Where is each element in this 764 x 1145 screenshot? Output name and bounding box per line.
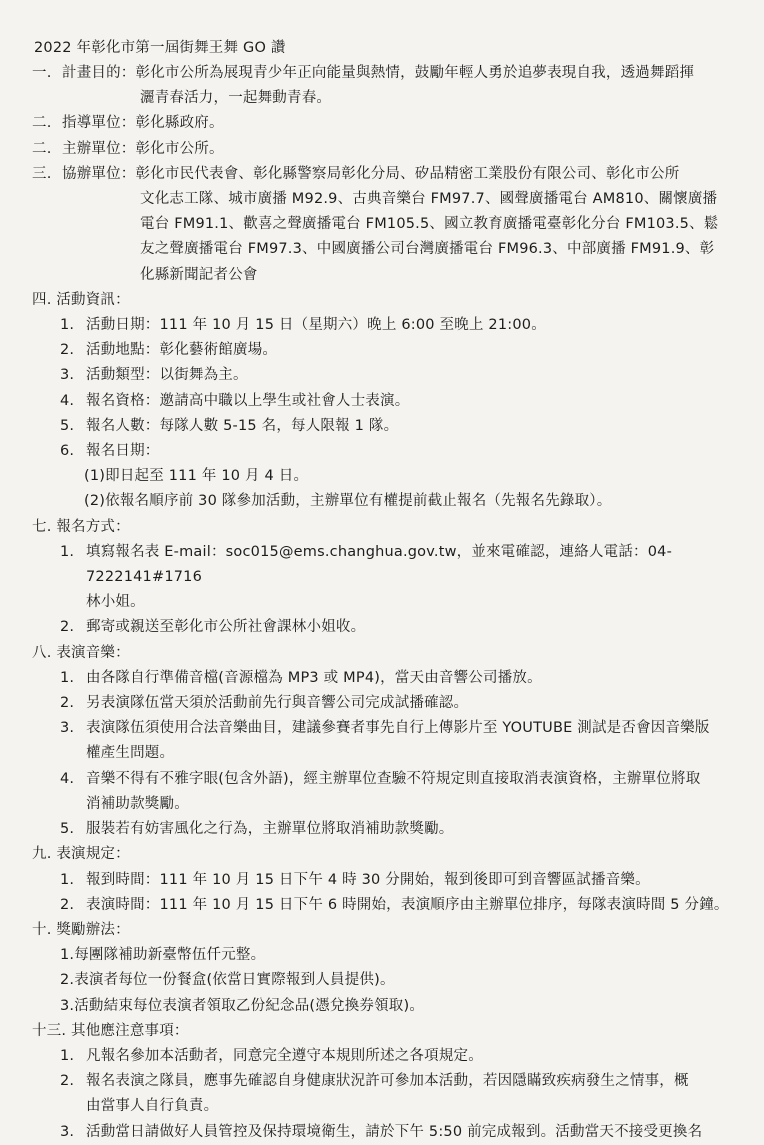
list-item	[32, 414, 744, 439]
item-number: 2.	[60, 342, 75, 359]
list-item	[32, 666, 744, 691]
item-number: 2.	[60, 695, 75, 712]
section-number: 一.	[32, 65, 52, 81]
section-number: 二.	[32, 140, 52, 157]
section-organizer	[32, 137, 744, 162]
list-item	[32, 1069, 744, 1119]
item-text: 另表演隊伍當天須於活動前先行與音響公司完成試播確認。	[86, 695, 469, 712]
list-item	[32, 338, 744, 363]
list-item	[32, 540, 744, 616]
section-number: 二.	[32, 115, 52, 132]
section-heading-rules: 九. 表演規定：	[32, 846, 130, 863]
item-number: 2.	[60, 1073, 75, 1090]
co-organizer-line: 友之聲廣播電台 FM97.3、中國廣播公司台灣廣播電台 FM96.3、中部廣播 FM91.9、彰	[140, 241, 715, 258]
item-number: 3.	[60, 1123, 75, 1140]
item-text: 表演隊伍須使用合法音樂曲目，建議參賽者事先自行上傳影片至 YOUTUBE 測試是否會因音樂版	[86, 720, 710, 737]
item-number: 2.	[60, 896, 75, 913]
item-text-continued: 消補助款獎勵。	[86, 795, 189, 812]
section-purpose	[32, 61, 744, 86]
item-text: 報名表演之隊員，應事先確認自身健康狀況許可參加本活動，若因隱瞞致疾病發生之情事，概	[86, 1073, 689, 1090]
item-number: 1.	[60, 1047, 75, 1064]
reward-item: 1.每團隊補助新臺幣伍仟元整。	[60, 947, 266, 964]
item-text: 活動當日請做好人員管控及保持環境衛生，請於下午 5:50 前完成報到。活動當天不接受更換名	[86, 1123, 703, 1140]
list-item	[32, 893, 744, 918]
list-item	[32, 691, 744, 716]
section-text: 彰化市公所。	[135, 140, 224, 157]
item-number: 1.	[60, 669, 75, 686]
reward-item: 2.表演者每位一份餐盒(依當日實際報到人員提供)。	[60, 972, 395, 989]
item-number: 3.	[60, 367, 75, 384]
section-heading-registration: 七. 報名方式：	[32, 518, 130, 535]
item-text: 活動類型：以街舞為主。	[86, 367, 248, 384]
item-text: 服裝若有妨害風化之行為，主辦單位將取消補助款獎勵。	[86, 821, 454, 838]
item-number: 3.	[60, 720, 75, 737]
item-number: 5.	[60, 417, 75, 434]
section-heading-notes: 十三. 其他應注意事項：	[32, 1022, 189, 1039]
item-number: 1.	[60, 317, 75, 334]
list-item	[32, 615, 744, 640]
list-item	[32, 389, 744, 414]
section-number: 三.	[32, 165, 52, 182]
item-text-continued: 林小姐。	[86, 594, 145, 611]
item-number: 1.	[60, 543, 75, 560]
item-text: 填寫報名表 E-mail：soc015@ems.changhua.gov.tw，並來電確認，連絡人電話：04-7222141#1716	[86, 543, 673, 586]
list-item	[32, 363, 744, 388]
item-number: 4.	[60, 770, 75, 787]
co-organizer-line: 文化志工隊、城市廣播 M92.9、古典音樂台 FM97.7、國聲廣播電台 AM810、關懷廣播	[140, 191, 718, 208]
item-text: 報名資格：邀請高中職以上學生或社會人士表演。	[86, 392, 410, 409]
purpose-line: 彰化市公所為展現青少年正向能量與熱情，鼓勵年輕人勇於追夢表現自我，透過舞蹈揮	[135, 65, 695, 81]
list-item	[32, 1120, 744, 1145]
reward-item: 3.活動結束每位表演者領取乙份紀念品(憑兌換券領取)。	[60, 997, 425, 1014]
co-organizer-line: 電台 FM91.1、歡喜之聲廣播電台 FM105.5、國立教育廣播電臺彰化分台 FM103.5、鬆	[140, 216, 719, 233]
item-text: 音樂不得有不雅字眼(包含外語)，經主辦單位查驗不符規定則直接取消表演資格，主辦單位將取	[86, 770, 701, 787]
section-heading-music: 八. 表演音樂：	[32, 644, 130, 661]
section-heading-event-info: 四. 活動資訊：	[32, 291, 130, 308]
document-title: 2022 年彰化市第一屆街舞王舞 GO 讚	[34, 40, 286, 56]
item-text: 活動地點：彰化藝術館廣場。	[86, 342, 278, 359]
section-label: 協辦單位：	[62, 165, 136, 182]
item-number: 6.	[60, 443, 75, 460]
purpose-line: 灑青春活力，一起舞動青春。	[140, 90, 332, 107]
list-item	[32, 313, 744, 338]
item-text: 報名人數：每隊人數 5-15 名，每人限報 1 隊。	[86, 417, 399, 434]
section-label: 主辦單位：	[62, 140, 136, 157]
list-item	[32, 1044, 744, 1069]
item-text-continued: 權產生問題。	[86, 745, 175, 762]
co-organizer-line: 化縣新聞記者公會	[140, 266, 258, 283]
list-item	[32, 716, 744, 766]
list-item	[32, 817, 744, 842]
item-text: 活動日期：111 年 10 月 15 日（星期六）晚上 6:00 至晚上 21:00。	[86, 317, 546, 334]
sub-item: (2)依報名順序前 30 隊參加活動，主辦單位有權提前截止報名（先報名先錄取）。	[84, 493, 612, 510]
section-supervisor	[32, 111, 744, 136]
co-organizer-line: 彰化市民代表會、彰化縣警察局彰化分局、矽品精密工業股份有限公司、彰化市公所	[135, 165, 680, 182]
item-text: 由各隊自行準備音檔(音源檔為 MP3 或 MP4)，當天由音響公司播放。	[86, 669, 542, 686]
section-co-organizers	[32, 162, 744, 187]
item-text: 表演時間：111 年 10 月 15 日下午 6 時開始，表演順序由主辦單位排序，每隊表演時間 5 分鐘。	[86, 896, 729, 913]
section-heading-rewards: 十. 獎勵辦法：	[32, 921, 130, 938]
item-text: 凡報名參加本活動者，同意完全遵守本規則所述之各項規定。	[86, 1047, 483, 1064]
item-text: 報到時間：111 年 10 月 15 日下午 4 時 30 分開始，報到後即可到音響區試播音樂。	[86, 871, 650, 888]
section-label: 計畫目的：	[62, 65, 136, 81]
section-label: 指導單位：	[62, 115, 136, 132]
item-number: 1.	[60, 871, 75, 888]
item-text: 郵寄或親送至彰化市公所社會課林小姐收。	[86, 619, 366, 636]
list-item	[32, 868, 744, 893]
item-number: 2.	[60, 619, 75, 636]
item-text-continued: 由當事人自行負責。	[86, 1098, 219, 1115]
list-item	[32, 439, 744, 464]
item-number: 4.	[60, 392, 75, 409]
sub-item: (1)即日起至 111 年 10 月 4 日。	[84, 468, 309, 485]
list-item	[32, 767, 744, 817]
item-number: 5.	[60, 821, 75, 838]
item-text: 報名日期：	[86, 443, 160, 460]
section-text: 彰化縣政府。	[135, 115, 224, 132]
